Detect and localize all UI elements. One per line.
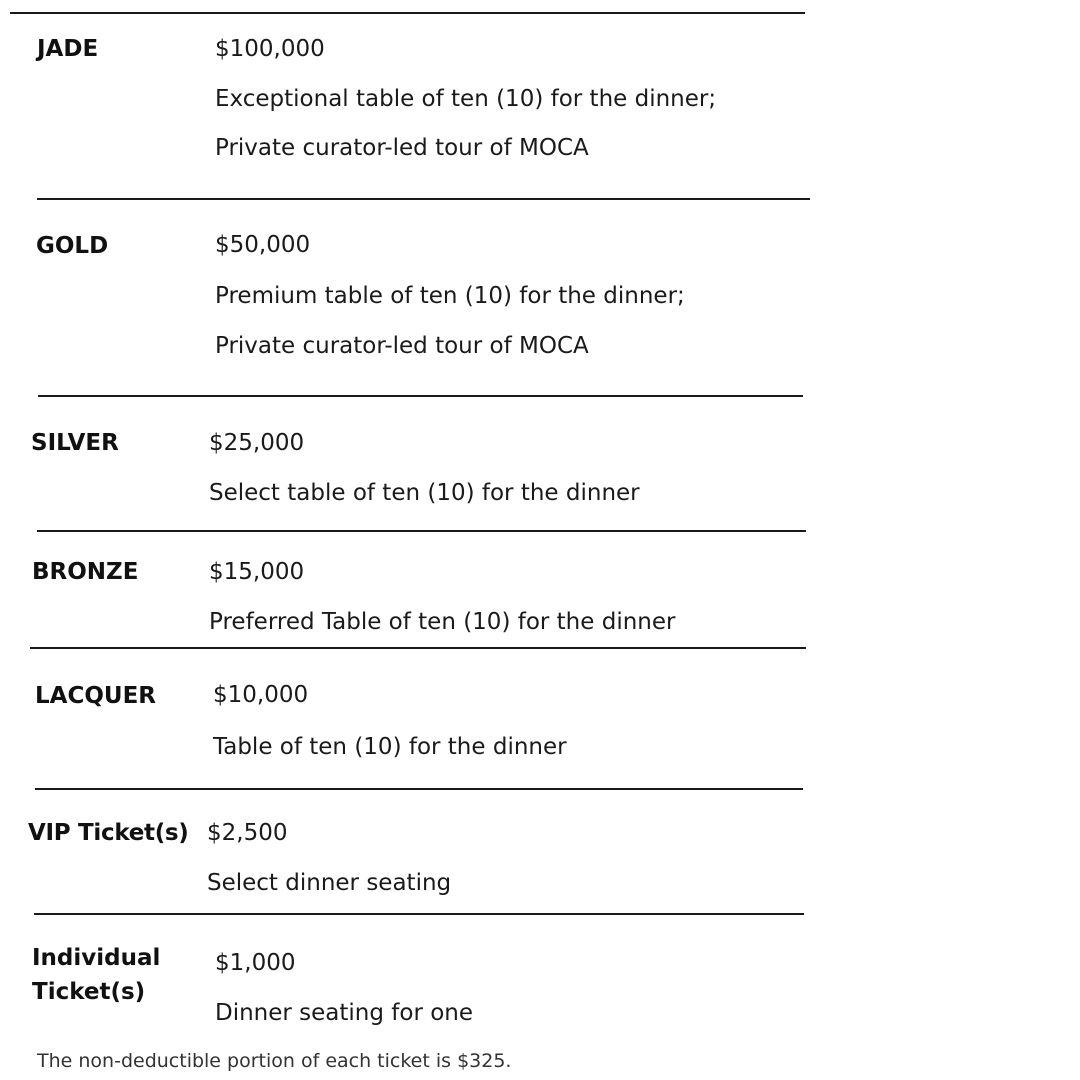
tier-price-vip: $2,500: [207, 820, 288, 846]
tier-name-individual: Individual Ticket(s): [32, 945, 161, 1005]
tier-benefit-gold-2: Private curator-led tour of MOCA: [215, 333, 589, 359]
divider-silver-bronze: [37, 530, 806, 532]
tier-name-bronze: BRONZE: [32, 559, 139, 585]
footnote: The non-deductible portion of each ticket is $325.: [37, 1050, 512, 1072]
tier-benefit-silver-1: Select table of ten (10) for the dinner: [209, 480, 640, 506]
tier-name-gold: GOLD: [36, 233, 109, 259]
divider-vip-individual: [34, 913, 804, 915]
tier-benefit-jade-2: Private curator-led tour of MOCA: [215, 135, 589, 161]
tier-benefit-gold-1: Premium table of ten (10) for the dinner;: [215, 283, 685, 309]
tier-name-lacquer: LACQUER: [35, 683, 156, 709]
tier-price-jade: $100,000: [215, 36, 325, 62]
divider-top: [10, 12, 805, 14]
tier-price-bronze: $15,000: [209, 559, 305, 585]
tier-benefit-lacquer-1: Table of ten (10) for the dinner: [213, 734, 567, 760]
tier-price-gold: $50,000: [215, 232, 311, 258]
tier-benefit-vip-1: Select dinner seating: [207, 870, 452, 896]
tier-benefit-individual-1: Dinner seating for one: [215, 1000, 474, 1026]
tier-benefit-bronze-1: Preferred Table of ten (10) for the dinner: [209, 609, 676, 635]
divider-jade-gold: [37, 198, 810, 200]
tier-price-silver: $25,000: [209, 430, 305, 456]
divider-lacquer-vip: [35, 788, 803, 790]
tier-name-vip: VIP Ticket(s): [28, 820, 189, 846]
tier-name-jade: JADE: [37, 36, 99, 62]
tier-name-silver: SILVER: [31, 430, 119, 456]
tier-price-lacquer: $10,000: [213, 682, 309, 708]
tier-benefit-jade-1: Exceptional table of ten (10) for the dinner;: [215, 86, 717, 112]
divider-gold-silver: [38, 395, 803, 397]
tier-price-individual: $1,000: [215, 950, 296, 976]
divider-bronze-lacquer: [30, 647, 806, 649]
